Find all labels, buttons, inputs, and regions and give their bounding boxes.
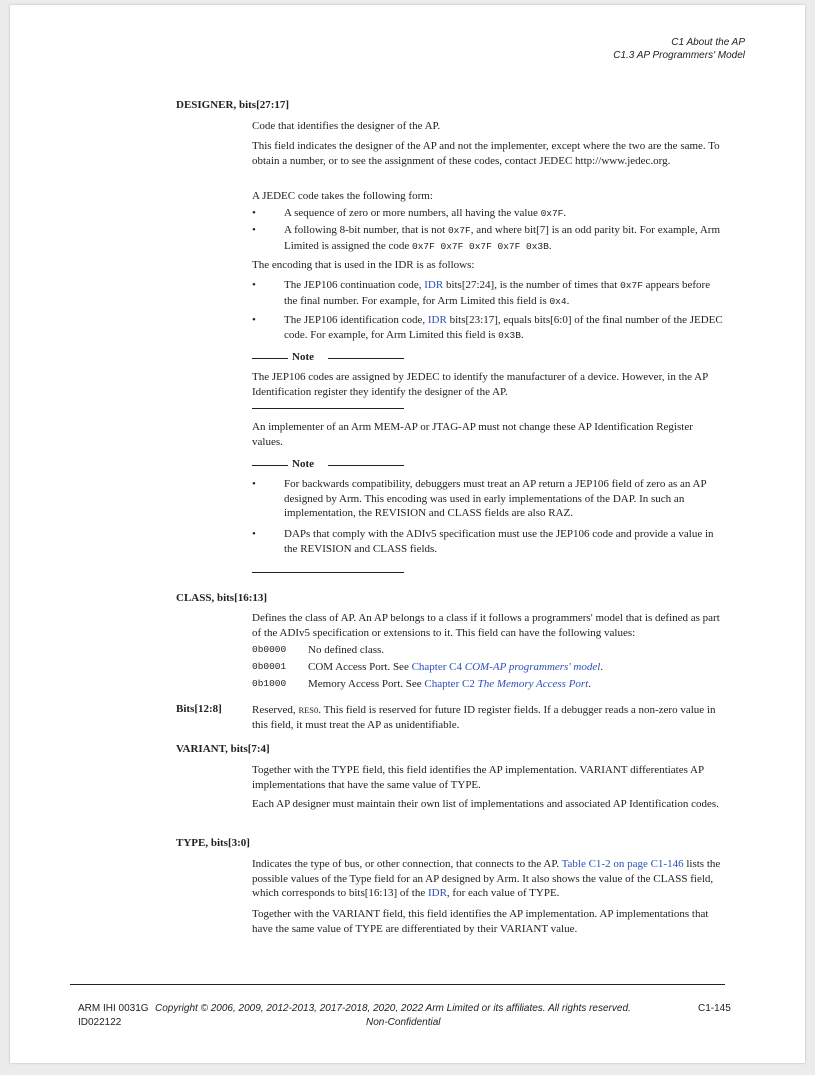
footer-page-number: C1-145 xyxy=(698,1003,731,1014)
note-jep106: The JEP106 codes are assigned by JEDEC to identify the manufacturer of a device. However, in the AP Identification register they identify the designer of the AP. xyxy=(252,371,708,398)
footer-issue: ID022122 xyxy=(78,1017,122,1028)
idr-bullet-continuation: • The JEP106 continuation code, IDR bits[27:24], is the number of times that 0x7F appears before the final number. For example, for Arm Limited this field is 0x4. xyxy=(252,279,711,307)
reserved-bits-heading: Bits[12:8] xyxy=(176,703,222,715)
footer-copyright: Copyright © 2006, 2009, 2012-2013, 2017-2018, 2020, 2022 Arm Limited or its affiliates. All rights reserved. xyxy=(155,1003,631,1014)
type-description: Indicates the type of bus, or other connection, that connects to the AP. Table C1-2 on page C1-146 lists the possible values of the Type field for an AP designed by Arm. It also shows the value of the CLASS field, which corresponds to bits[16:13] of the IDR, for each value of TYPE. xyxy=(252,858,721,899)
type-variant-relationship: Together with the VARIANT field, this field identifies the AP implementation. AP implementations that have the same value of TYPE are differentiated by their VARIANT value. xyxy=(252,908,709,935)
idr-bullet-identification: • The JEP106 identification code, IDR bits[23:17], equals bits[6:0] of the final number of the JEDEC code. For example, for Arm Limited this field is 0x3B. xyxy=(252,314,723,341)
chapter-c4-link[interactable]: Chapter C4 COM-AP programmers' model xyxy=(411,661,601,673)
designer-description: This field indicates the designer of the AP and not the implementer, except where the two are the same. To obtain a number, or to see the assignment of these codes, contact JEDEC http://www.jedec.org. xyxy=(252,140,720,167)
footer-doc-id: ARM IHI 0031G xyxy=(78,1003,149,1014)
jedec-form-intro: A JEDEC code takes the following form: xyxy=(252,190,433,202)
footer-rule xyxy=(70,984,725,985)
running-header xyxy=(613,36,745,62)
res0-label: RES0 xyxy=(298,705,319,715)
designer-intro: Code that identifies the designer of the AP. xyxy=(252,120,441,132)
bullet-icon: • xyxy=(252,224,256,236)
bullet-icon: • xyxy=(252,314,256,326)
idr-link[interactable]: IDR xyxy=(427,887,447,899)
bullet-icon: • xyxy=(252,528,256,540)
table-c1-2-link[interactable]: Table C1-2 on page C1-146 xyxy=(561,858,684,870)
implementer-note: An implementer of an Arm MEM-AP or JTAG-AP must not change these AP Identification Register values. xyxy=(252,421,693,448)
variant-description: Together with the TYPE field, this field identifies the AP implementation. VARIANT differentiates AP implementations that have the same value of TYPE. xyxy=(252,764,704,791)
variant-maintenance: Each AP designer must maintain their own list of implementations and associated AP Identification codes. xyxy=(252,798,719,810)
bullet-icon: • xyxy=(252,478,256,490)
jedec-bullet-1: • A sequence of zero or more numbers, all having the value 0x7F. xyxy=(252,207,567,219)
bullet-icon: • xyxy=(252,207,256,219)
type-heading: TYPE, bits[3:0] xyxy=(176,837,250,849)
chapter-c2-link[interactable]: Chapter C2 The Memory Access Port xyxy=(424,678,589,690)
class-heading: CLASS, bits[16:13] xyxy=(176,592,268,604)
bullet-icon: • xyxy=(252,279,256,291)
idr-link[interactable]: IDR xyxy=(427,314,447,326)
note-header: Note xyxy=(252,351,404,365)
idr-link[interactable]: IDR xyxy=(424,279,444,291)
divider xyxy=(252,465,288,466)
note-end-rule xyxy=(252,408,404,409)
idr-encoding-intro: The encoding that is used in the IDR is as follows: xyxy=(252,259,475,271)
note-header: Note xyxy=(252,458,404,472)
note-bullet-backwards-compat: • For backwards compatibility, debuggers must treat an AP return a JEP106 field of zero as an AP designed by Arm. This encoding was used in early implementations of the DAP. In such an implementation, the REVISION and CLASS fields are also RAZ. xyxy=(252,478,707,519)
class-description: Defines the class of AP. An AP belongs to a class if it follows a programmers' model that is defined as part of the ADIv5 specification or extensions to it. This field can have the following values: xyxy=(252,612,720,639)
variant-heading: VARIANT, bits[7:4] xyxy=(176,743,270,755)
footer-confidentiality: Non-Confidential xyxy=(366,1017,441,1028)
header-section: C1.3 AP Programmers' Model xyxy=(613,50,745,61)
note-bullet-adiv5: • DAPs that comply with the ADIv5 specification must use the JEP106 code and provide a value in the REVISION and CLASS fields. xyxy=(252,528,714,555)
note-end-rule xyxy=(252,572,404,573)
jedec-bullet-2: • A following 8-bit number, that is not 0x7F, and where bit[7] is an odd parity bit. For example, Arm Limited is assigned the code 0x7F 0x7F 0x7F 0x7F 0x3B. xyxy=(252,224,721,252)
designer-heading: DESIGNER, bits[27:17] xyxy=(176,99,290,111)
divider xyxy=(252,358,288,359)
header-chapter: C1 About the AP xyxy=(671,37,745,48)
divider xyxy=(328,465,404,466)
reserved-bits-description: Reserved, RES0. This field is reserved for future ID register fields. If a debugger reads a non-zero value in this field, it must treat the AP as unidentifiable. xyxy=(252,704,716,731)
divider xyxy=(328,358,404,359)
